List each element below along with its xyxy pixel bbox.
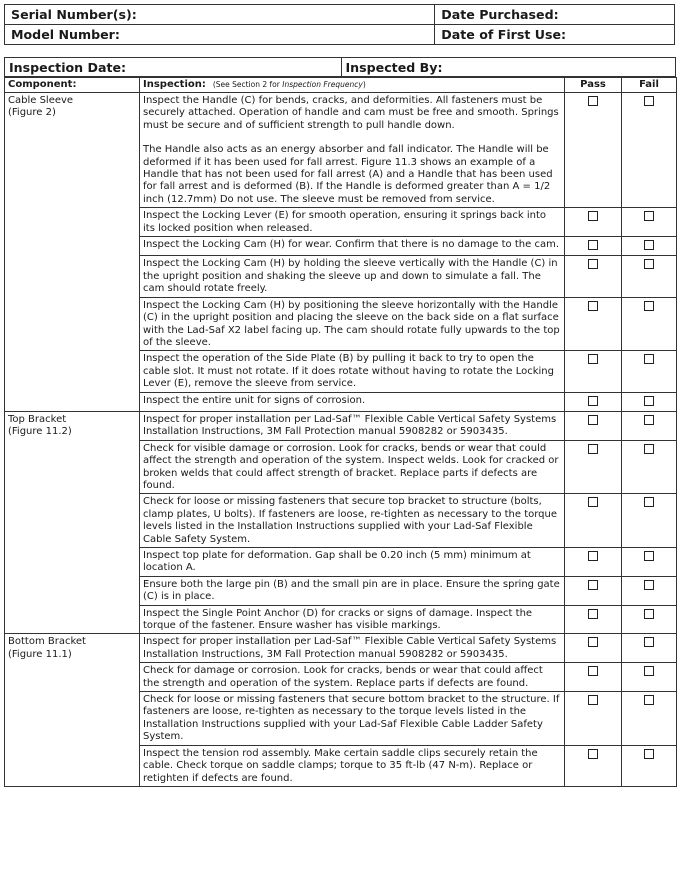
pass-checkbox[interactable] [588,301,598,311]
pass-checkbox[interactable] [588,444,598,454]
fail-checkbox[interactable] [644,415,654,425]
fail-checkbox[interactable] [644,259,654,269]
inspection-text: Inspect the Locking Cam (H) by positioning the sleeve horizontally with the Handle (C) in the upright position and placing the sleeve on the back side on a flat surface with the Lad-Saf X2 label facing up. The cam should rotate fully upwards to the top of the sleeve. [140,297,565,351]
model-number-label: Model Number: [11,27,120,42]
fail-checkbox[interactable] [644,580,654,590]
inspection-text: Inspect for proper installation per Lad-Saf™ Flexible Cable Vertical Safety Systems Installation Instructions, 3M Fall Protection manual 5908282 or 5903435. [140,634,565,663]
fail-checkbox[interactable] [644,551,654,561]
frequency-note: (See Section 2 for Inspection Frequency) [212,80,366,89]
fail-checkbox[interactable] [644,96,654,106]
serial-number-field[interactable] [5,5,435,25]
pass-checkbox[interactable] [588,354,598,364]
table-row [5,634,677,663]
fail-checkbox[interactable] [644,609,654,619]
inspection-text: Inspect the Handle (C) for bends, cracks, and deformities. All fasteners must be securely attached. Operation of handle and cam must be free and smooth. Springs must be secure and of sufficient strength to pull handle down. The Handle also acts as an energy absorber and fall indicator. The Handle will be deformed if it has been used for fall arrest. Figure 11.3 shows an example of a Handle that has not been used for fall arrest (A) and a Handle that has been used for fall arrest and is deformed (B). If the Handle is deformed greater than A = 1/2 inch (12.7mm) Do not use. The sleeve must be removed from service. [140,93,565,208]
unit-info-table [4,4,675,45]
pass-checkbox[interactable] [588,666,598,676]
date-first-use-field[interactable] [435,25,675,45]
component-bottom-bracket: Bottom Bracket (Figure 11.1) [5,634,140,786]
pass-checkbox[interactable] [588,637,598,647]
pass-checkbox[interactable] [588,580,598,590]
inspection-text: Check for damage or corrosion. Look for cracks, bends or wear that could affect the strength and operation of the system. Replace parts if defects are found. [140,663,565,692]
inspection-text: Inspect the entire unit for signs of corrosion. [140,392,565,411]
fail-checkbox[interactable] [644,444,654,454]
pass-checkbox[interactable] [588,96,598,106]
fail-checkbox[interactable] [644,211,654,221]
model-number-field[interactable] [5,25,435,45]
column-header-row [5,78,677,93]
table-row [5,93,677,208]
inspection-text: Inspect the operation of the Side Plate (B) by pulling it back to try to open the cable slot. It must not rotate. If it does rotate without having to rotate the Locking Lever (E), remove the sleeve from service. [140,351,565,392]
inspection-text: Inspect the Locking Cam (H) for wear. Confirm that there is no damage to the cam. [140,237,565,256]
inspection-column-header [140,78,565,93]
component-column-header: Component: [5,78,140,93]
date-purchased-label: Date Purchased: [441,7,559,22]
inspection-text: Inspect the tension rod assembly. Make certain saddle clips securely retain the cable. Check torque on saddle clamps; torque to 35 ft-lb (47 N-m). Replace or retighten if defects are found. [140,745,565,786]
inspection-text: Inspect the Single Point Anchor (D) for cracks or signs of damage. Inspect the torque of the fastener. Ensure washer has visible markings. [140,605,565,634]
inspection-date-field[interactable] [5,58,342,77]
inspected-by-field[interactable] [341,58,676,77]
pass-checkbox[interactable] [588,695,598,705]
inspection-text: Inspect the Locking Lever (E) for smooth operation, ensuring it springs back into its locked position when released. [140,208,565,237]
fail-checkbox[interactable] [644,695,654,705]
fail-checkbox[interactable] [644,637,654,647]
inspection-text: Check for loose or missing fasteners that secure bottom bracket to the structure. If fasteners are loose, re-tighten as necessary to the torque levels listed in the Installation Instructions supplied with your Lad-Saf Flexible Cable Ladder Safety System. [140,692,565,746]
pass-checkbox[interactable] [588,415,598,425]
inspection-text: Ensure both the large pin (B) and the small pin are in place. Ensure the spring gate (C) is in place. [140,576,565,605]
fail-checkbox[interactable] [644,396,654,406]
serial-number-label: Serial Number(s): [11,7,137,22]
pass-checkbox[interactable] [588,240,598,250]
inspection-text: Inspect the Locking Cam (H) by holding the sleeve vertically with the Handle (C) in the upright position and shaking the sleeve up and down to simulate a fall. The cam should rotate freely. [140,256,565,297]
table-row [5,411,677,440]
pass-checkbox[interactable] [588,609,598,619]
pass-column-header: Pass [565,78,622,93]
date-first-use-label: Date of First Use: [441,27,567,42]
fail-checkbox[interactable] [644,497,654,507]
pass-checkbox[interactable] [588,551,598,561]
fail-checkbox[interactable] [644,749,654,759]
inspection-info-table [4,57,676,77]
fail-column-header: Fail [622,78,677,93]
fail-checkbox[interactable] [644,354,654,364]
component-top-bracket: Top Bracket (Figure 11.2) [5,411,140,634]
inspected-by-label: Inspected By: [345,59,443,75]
fail-checkbox[interactable] [644,240,654,250]
inspection-text: Check for loose or missing fasteners that secure top bracket to structure (bolts, clamp plates, U bolts). If fasteners are loose, re-tighten as necessary to the torque levels listed in the Installation Instructions supplied with your Lad-Saf Flexible Cable Safety System. [140,494,565,548]
inspection-text: Inspect top plate for deformation. Gap shall be 0.20 inch (5 mm) minimum at location A. [140,548,565,577]
date-purchased-field[interactable] [435,5,675,25]
pass-checkbox[interactable] [588,497,598,507]
inspection-date-label: Inspection Date: [9,59,127,75]
fail-checkbox[interactable] [644,301,654,311]
component-cable-sleeve: Cable Sleeve (Figure 2) [5,93,140,412]
fail-checkbox[interactable] [644,666,654,676]
inspection-text: Check for visible damage or corrosion. Look for cracks, bends or wear that could affect the strength and operation of the system. Inspect welds. Look for cracked or broken welds that could affect strength of bracket. Replace parts if defects are found. [140,440,565,494]
pass-checkbox[interactable] [588,396,598,406]
pass-checkbox[interactable] [588,749,598,759]
inspection-checklist-table [4,77,677,787]
pass-checkbox[interactable] [588,259,598,269]
inspection-text: Inspect for proper installation per Lad-Saf™ Flexible Cable Vertical Safety Systems Installation Instructions, 3M Fall Protection manual 5908282 or 5903435. [140,411,565,440]
pass-checkbox[interactable] [588,211,598,221]
inspection-column-label: Inspection: [143,79,206,90]
